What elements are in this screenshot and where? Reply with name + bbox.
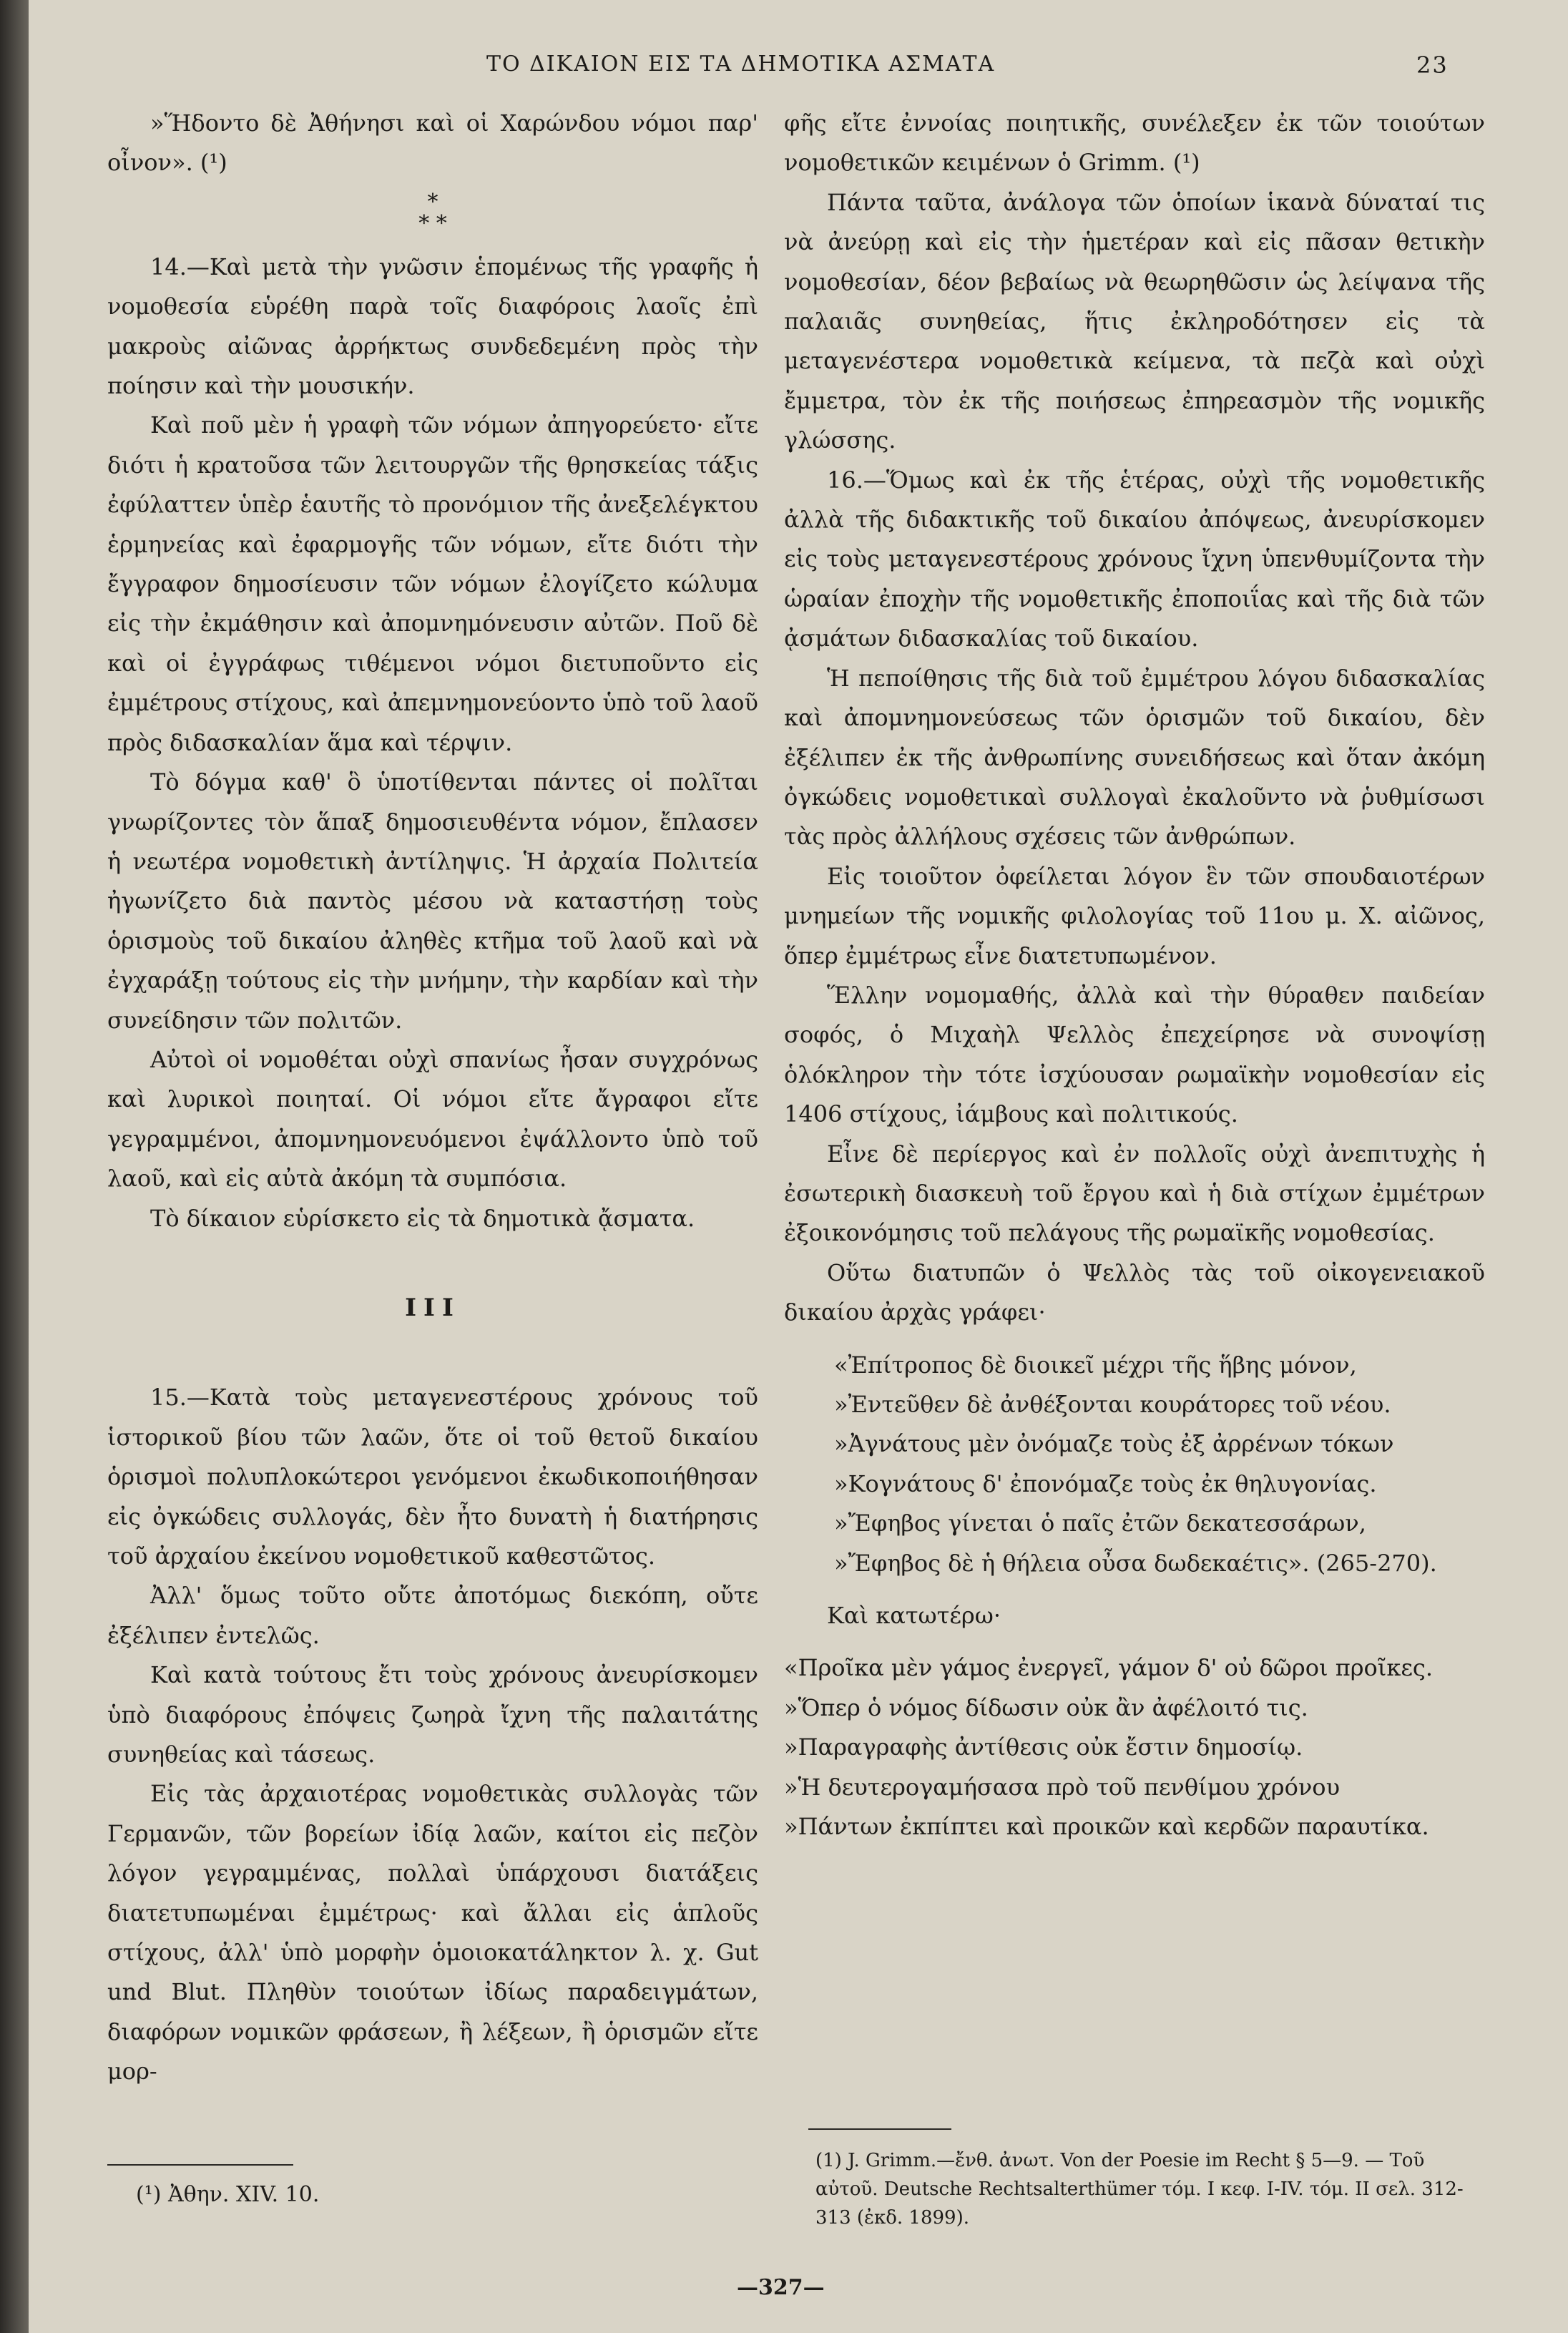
paragraph-ellin: Ἕλλην νομομαθής, ἀλλὰ καὶ τὴν θύραθεν παιδείαν σοφός, ὁ Μιχαὴλ Ψελλὸς ἐπεχείρησε νὰ συνοψίσῃ ὁλόκληρον τὴν τότε ἰσχύουσαν ρωμαϊκὴν νομοθεσίαν εἰς 1406 στίχους, ἰάμβους καὶ πολιτικούς. <box>784 981 1485 1128</box>
verse-line: »Ἡ δευτερογαμήσασα πρὸ τοῦ πενθίμου χρόνου <box>784 1773 1341 1801</box>
footnote-rule-right <box>808 2128 951 2130</box>
verse-line: «Ἐπίτροπος δὲ διοικεῖ μέχρι τῆς ἥβης μόνον, <box>834 1351 1357 1379</box>
quote-intro: »Ἥδοντο δὲ Ἀθήνησι καὶ οἱ Χαρώνδου νόμοι παρ' οἶνον». (¹) <box>107 109 758 177</box>
left-column <box>107 104 758 2092</box>
paragraph-kai-pou: Καὶ ποῦ μὲν ἡ γραφὴ τῶν νόμων ἀπηγορεύετο· εἴτε διότι ἡ κρατοῦσα τῶν λειτουργῶν τῆς θρησκείας τάξις ἐφύλαττεν ὑπὲρ ἑαυτῆς τὸ προνόμιον τῆς ἀνεξελέγκτου ἑρμηνείας καὶ ἐφαρμογῆς τῶν νόμων, εἴτε διότι τὴν ἔγγραφον δημοσίευσιν τῶν νόμων ἐλογίζετο κώλυμα εἰς τὴν ἐκμάθησιν καὶ ἀπομνημόνευσιν αὐτῶν. Ποῦ δὲ καὶ οἱ ἐγγράφως τιθέμενοι νόμοι διετυποῦντο εἰς ἐμμέτρους στίχους, καὶ ἀπεμνημονεύοντο ὑπὸ τοῦ λαοῦ πρὸς διδασκαλίαν ἅμα καὶ τέρψιν. <box>107 411 758 756</box>
paragraph-katotero: Καὶ κατωτέρω· <box>827 1602 1001 1630</box>
book-spine-shadow <box>0 0 29 2333</box>
paragraph-dikaion: Τὸ δίκαιον εὑρίσκετο εἰς τὰ δημοτικὰ ᾄσματα. <box>150 1204 695 1232</box>
star-top: * <box>427 189 438 215</box>
paragraph-dogma: Τὸ δόγμα καθ' ὃ ὑποτίθενται πάντες οἱ πολῖται γνωρίζοντες τὸν ἅπαξ δημοσιευθέντα νόμον, ἔπλασεν ἡ νεωτέρα νομοθετικὴ ἀντίληψις. Ἡ ἀρχαία Πολιτεία ἠγωνίζετο διὰ παντὸς μέσου νὰ καταστήσῃ τοὺς ὁρισμοὺς τοῦ δικαίου ἀληθὲς κτῆμα τοῦ λαοῦ καὶ νὰ ἐγχαράξῃ τούτους εἰς τὴν μνήμην, τὴν καρδίαν καὶ τὴν συνείδησιν τῶν πολιτῶν. <box>107 768 758 1034</box>
folio-number: —327— <box>737 2275 825 2300</box>
paragraph-autoi: Αὐτοὶ οἱ νομοθέται οὐχὶ σπανίως ἦσαν συγχρόνως καὶ λυρικοὶ ποιηταί. Οἱ νόμοι εἴτε ἄγραφοι εἴτε γεγραμμένοι, ἀπομνημονευόμενοι ἐψάλλοντο ὑπὸ τοῦ λαοῦ, καὶ εἰς αὐτὰ ἀκόμη τὰ συμπόσια. <box>107 1045 758 1193</box>
verse-line: «Προῖκα μὲν γάμος ἐνεργεῖ, γάμον δ' οὐ δῶροι προῖκες. <box>784 1654 1434 1682</box>
footnote-rule-left <box>107 2164 293 2166</box>
document-page <box>29 0 1568 2333</box>
paragraph-outo: Οὕτω διατυπῶν ὁ Ψελλὸς τὰς τοῦ οἰκογενειακοῦ δικαίου ἀρχὰς γράφει· <box>784 1258 1485 1326</box>
running-title: ΤΟ ΔΙΚΑΙΟΝ ΕΙΣ ΤΑ ΔΗΜΟΤΙΚΑ ΑΣΜΑΤΑ <box>486 52 996 77</box>
page-number: 23 <box>1416 52 1449 79</box>
section-stars <box>107 189 758 236</box>
verse-line: »Ἀγνάτους μὲν ὀνόμαζε τοὺς ἐξ ἀρρένων τόκων <box>834 1430 1394 1458</box>
verse-line: »Ἐντεῦθεν δὲ ἀνθέξονται κουράτορες τοῦ νέου. <box>834 1391 1391 1418</box>
footnote-left: (¹) Ἀθην. XIV. 10. <box>136 2182 320 2207</box>
paragraph-14: 14.—Καὶ μετὰ τὴν γνῶσιν ἑπομένως τῆς γραφῆς ἡ νομοθεσία εὑρέθη παρὰ τοῖς διαφόροις λαοῖς ἐπὶ μακροὺς αἰῶνας ἀρρήκτως συνδεδεμένη πρὸς τὴν ποίησιν καὶ τὴν μουσικήν. <box>107 253 758 400</box>
paragraph-eis: Εἰς τὰς ἀρχαιοτέρας νομοθετικὰς συλλογὰς τῶν Γερμανῶν, τῶν βορείων ἰδίᾳ λαῶν, καίτοι εἰς πεζὸν λόγον γεγραμμένας, πολλαὶ ὑπάρχουσι διατάξεις διατετυπωμέναι ἐμμέτρως· καὶ ἄλλαι εἰς ἁπλοῦς στίχους, ἀλλ' ὑπὸ μορφὴν ὁμοιοκατάληκτον λ. χ. Gut und Blut. Πληθὺν τοιούτων ἰδίως παραδειγμάτων, διαφόρων νομικῶν φράσεων, ἢ λέξεων, ἢ ὁρισμῶν εἴτε μορ- <box>107 1780 758 2085</box>
verse-line: »Πάντων ἐκπίπτει καὶ προικῶν καὶ κερδῶν παραυτίκα. <box>784 1813 1429 1841</box>
paragraph-toiouton: Εἰς τοιοῦτον ὀφείλεται λόγον ἓν τῶν σπουδαιοτέρων μνημείων τῆς νομικῆς φιλολογίας τοῦ 11ου μ. Χ. αἰῶνος, ὅπερ ἐμμέτρως εἶνε διατετυπωμένον. <box>784 862 1485 969</box>
verse-line: »Κογνάτους δ' ἐπονόμαζε τοὺς ἐκ θηλυγονίας. <box>834 1469 1377 1497</box>
verse-line: »Ἔφηβος δὲ ἡ θήλεια οὖσα δωδεκαέτις». (265-270). <box>834 1549 1437 1577</box>
right-column <box>784 104 1485 1847</box>
paragraph-continuation: φῆς εἴτε ἐννοίας ποιητικῆς, συνέλεξεν ἐκ τῶν τοιούτων νομοθετικῶν κειμένων ὁ Grimm. (¹) <box>784 109 1485 177</box>
verse-line: »Παραγραφὴς ἀντίθεσις οὐκ ἔστιν δημοσίῳ. <box>784 1733 1303 1761</box>
paragraph-16: 16.—Ὅμως καὶ ἐκ τῆς ἑτέρας, οὐχὶ τῆς νομοθετικῆς ἀλλὰ τῆς διδακτικῆς τοῦ δικαίου ἀπόψεως, ἀνευρίσκομεν εἰς τοὺς μεταγενεστέρους χρόνους ἴχνη ὑπενθυμίζοντα τὴν ὡραίαν ἐποχὴν τῆς νομοθετικῆς ἐποποιΐας καὶ τῆς διὰ τῶν ᾀσμάτων διδασκαλίας τοῦ δικαίου. <box>784 466 1485 652</box>
paragraph-eine: Εἶνε δὲ περίεργος καὶ ἐν πολλοῖς οὐχὶ ἀνεπιτυχὴς ἡ ἐσωτερικὴ διασκευὴ τοῦ ἔργου καὶ ἡ διὰ στίχων ἐμμέτρων ἐξοικονόμησις τοῦ πελάγους τῆς ρωμαϊκῆς νομοθεσίας. <box>784 1140 1485 1247</box>
verse-line: »Ὅπερ ὁ νόμος δίδωσιν οὐκ ἂν ἀφέλοιτό τις. <box>784 1693 1308 1721</box>
section-heading: III <box>405 1293 461 1322</box>
star-bottom: * * <box>418 210 447 236</box>
paragraph-panta: Πάντα ταῦτα, ἀνάλογα τῶν ὁποίων ἱκανὰ δύναταί τις νὰ ἀνεύρῃ καὶ εἰς τὴν ἡμετέραν καὶ εἰς πᾶσαν θετικὴν νομοθεσίαν, δέον βεβαίως νὰ θεωρηθῶσιν ὡς λείψανα τῆς παλαιᾶς συνηθείας, ἥτις ἐκληροδότησεν εἰς τὰ μεταγενέστερα νομοθετικὰ κείμενα, τὰ πεζὰ καὶ οὐχὶ ἔμμετρα, τὸν ἐκ τῆς ποιήσεως ἐπηρεασμὸν τῆς νομικῆς γλώσσης. <box>784 188 1485 454</box>
paragraph-15: 15.—Κατὰ τοὺς μεταγενεστέρους χρόνους τοῦ ἱστορικοῦ βίου τῶν λαῶν, ὅτε οἱ τοῦ θετοῦ δικαίου ὁρισμοὶ πολυπλοκώτεροι γενόμενοι ἐκωδικοποιήθησαν εἰς ὀγκώδεις συλλογάς, δὲν ἦτο δυνατὴ ἡ διατήρησις τοῦ ἀρχαίου ἐκείνου νομοθετικοῦ καθεστῶτος. <box>107 1384 758 1570</box>
paragraph-all: Ἀλλ' ὅμως τοῦτο οὔτε ἀποτόμως διεκόπη, οὔτε ἐξέλιπεν ἐντελῶς. <box>107 1582 758 1649</box>
running-header <box>29 52 1568 94</box>
verse-line: »Ἔφηβος γίνεται ὁ παῖς ἐτῶν δεκατεσσάρων, <box>834 1510 1366 1537</box>
paragraph-pepoithisis: Ἡ πεποίθησις τῆς διὰ τοῦ ἐμμέτρου λόγου διδασκαλίας καὶ ἀπομνημονεύσεως τῶν ὁρισμῶν τοῦ δικαίου, δὲν ἐξέλιπεν ἐκ τῆς ἀνθρωπίνης συνειδήσεως καὶ ὅταν ἀκόμη ὀγκώδεις νομοθετικαὶ συλλογαὶ ἐκαλοῦντο νὰ ῥυθμίσωσι τὰς πρὸς ἀλλήλους σχέσεις τῶν ἀνθρώπων. <box>784 664 1485 851</box>
paragraph-kata: Καὶ κατὰ τούτους ἔτι τοὺς χρόνους ἀνευρίσκομεν ὑπὸ διαφόρους ἐπόψεις ζωηρὰ ἴχνη τῆς παλαιτάτης συνηθείας καὶ τάσεως. <box>107 1661 758 1769</box>
footnote-right: (1) J. Grimm.—ἔνθ. ἀνωτ. Von der Poesie im Recht § 5—9. — Τοῦ αὐτοῦ. Deutsche Rechtsalterthümer τόμ. I κεφ. I-IV. τόμ. II σελ. 312-313 (ἐκδ. 1899). <box>815 2150 1464 2229</box>
